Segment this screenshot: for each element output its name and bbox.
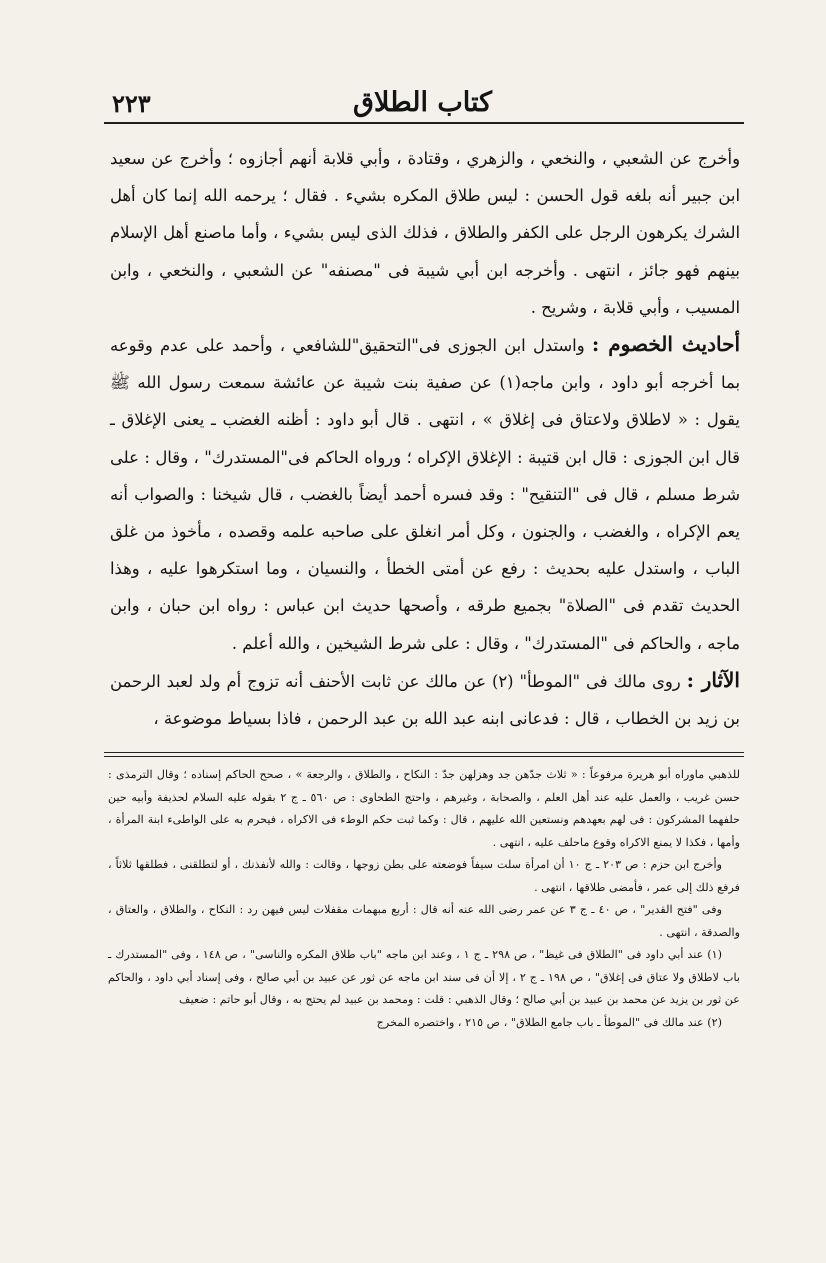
footnote-divider bbox=[104, 752, 744, 753]
main-text bbox=[110, 140, 740, 737]
paragraph-3 bbox=[110, 662, 740, 737]
footnote-2: (٢) عند مالك فى "الموطأ ـ باب جامع الطلاق" ، ص ٢١٥ ، واختصره المخرج bbox=[376, 1015, 722, 1029]
running-title: كتاب الطلاق bbox=[353, 87, 492, 118]
header-rule bbox=[104, 122, 744, 124]
footnote-continued-1: للذهبي ماوراه أبو هريرة مرفوعاً : « ثلاث جدّهن جد وهزلهن جدّ : النكاح ، والطلاق ، والرجعة » ، صحح الحاكم إسناده ؛ وقال الترمذى : حسن غريب ، والعمل عليه عند أهل العلم ، والصحابة ، وغيرهم ، واحتج الطحاوى : ص ٥٦٠ ـ ج ٢ بقوله عليه السلام لحذيفة وأبيه حين حلفهما المشركون : فى لهم بعهدهم ونستعين الله عليهم ، قال : وكما ثبت حكم الوطء فى الاكراه ، فيحرم به على الواطىء ابنة المرأة ، وأمها ، فكذا لا يمنع الاكراه وقوع ماحلف عليه ، انتهى . bbox=[108, 768, 741, 849]
paragraph-3-text: روى مالك فى "الموطأ" (٢) عن مالك عن ثابت الأحنف أنه تزوج أم ولد لعبد الرحمن بن زيد بن الخطاب ، قال : فدعانى ابنه عبد الله بن عبد الرحمن ، فاذا بسياط موضوعة ، bbox=[110, 671, 740, 729]
section-heading-athar: الآثار : bbox=[686, 667, 740, 692]
paragraph-2 bbox=[110, 326, 740, 662]
paragraph-1: وأخرج عن الشعبي ، والنخعي ، والزهري ، وقتادة ، وأبي قلابة أنهم أجازوه ؛ وأخرج عن سعيد ابن جبير أنه بلغه قول الحسن : ليس طلاق المكره بشيء . فقال ؛ يرحمه الله إنما كان أهل الشرك يكرهون الرجل على الكفر والطلاق ، فذلك الذى ليس بشيء ، وأما ماصنع أهل الإسلام بينهم فهو جائز ، انتهى . وأخرجه ابن أبي شيبة فى "مصنفه" عن الشعبي ، والنخعي ، وابن المسيب ، وأبي قلابة ، وشريح . bbox=[110, 149, 740, 317]
paragraph-2-text: واستدل ابن الجوزى فى"التحقيق"للشافعي ، وأحمد على عدم وقوعه بما أخرجه أبو داود ، وابن ماجه(١) عن صفية بنت شيبة عن عائشة سمعت رسول الله ﷺ يقول : « لاطلاق ولاعتاق فى إغلاق » ، انتهى . قال أبو داود : أظنه الغضب ـ يعنى الإغلاق ـ قال ابن الجوزى : قال ابن قتيبة : الإغلاق الإكراه ؛ ورواه الحاكم فى"المستدرك" ، وقال : على شرط مسلم ، قال فى "التنقيح" : وقد فسره أحمد أيضاً بالغضب ، قال شيخنا : والصواب أنه يعم الإكراه ، والغضب ، والجنون ، وكل أمر انغلق على صاحبه علمه وقصده ، مأخوذ من غلق الباب ، واستدل عليه بحديث : رفع عن أمتى الخطأ ، والنسيان ، وما استكرهوا عليه ، وهذا الحديث تقدم فى "الصلاة" بجميع طرقه ، وأصحها حديث ابن عباس : رواه ابن حبان ، وابن ماجه ، والحاكم فى "المستدرك" ، وقال : على شرط الشيخين ، والله أعلم . bbox=[110, 336, 741, 653]
section-heading-opponents-hadith: أحاديث الخصوم : bbox=[591, 332, 740, 357]
footnote-1: (١) عند أبي داود فى "الطلاق فى غيظ" ، ص ٢٩٨ ـ ج ١ ، وعند ابن ماجه "باب طلاق المكره والناسى" ، ص ١٤٨ ، وفى "المستدرك ـ باب لاطلاق ولا عتاق فى إغلاق" ، ص ١٩٨ ـ ج ٢ ، إلا أن فى سند ابن ماجه عن ثور عن عبيد بن أبي صالح ، وفى إسناد أبي داود ، والحاكم عن ثور بن يزيد عن محمد بن عبيد بن أبي صالح ؛ وقال الذهبي : قلت : ومحمد بن عبيد لم يحتج به ، وقال أبو حاتم : ضعيف bbox=[108, 948, 740, 1006]
page-number: ٢٢٣ bbox=[112, 89, 151, 118]
footnote-continued-3: وفى "فتح القدير" ، ص ٤٠ ـ ج ٣ عن عمر رضى الله عنه أنه قال : أربع مبهمات مقفلات ليس فيهن رد : النكاح ، والطلاق ، والعتاق ، والصدقة ، انتهى . bbox=[108, 903, 740, 939]
footnote-continued-2: وأخرج ابن حزم : ص ٢٠٣ ـ ج ١٠ أن امرأة سلت سيفاً فوضعته على بطن زوجها ، وقالت : والله لأنفذنك ، أو لتطلقنى ، فطلقها ثلاثاً ، فرفع ذلك إلى عمر ، فأمضى طلاقها ، انتهى . bbox=[108, 858, 740, 894]
footnote-divider-double bbox=[104, 756, 744, 757]
footnotes bbox=[108, 764, 740, 1034]
page-header bbox=[112, 78, 742, 118]
